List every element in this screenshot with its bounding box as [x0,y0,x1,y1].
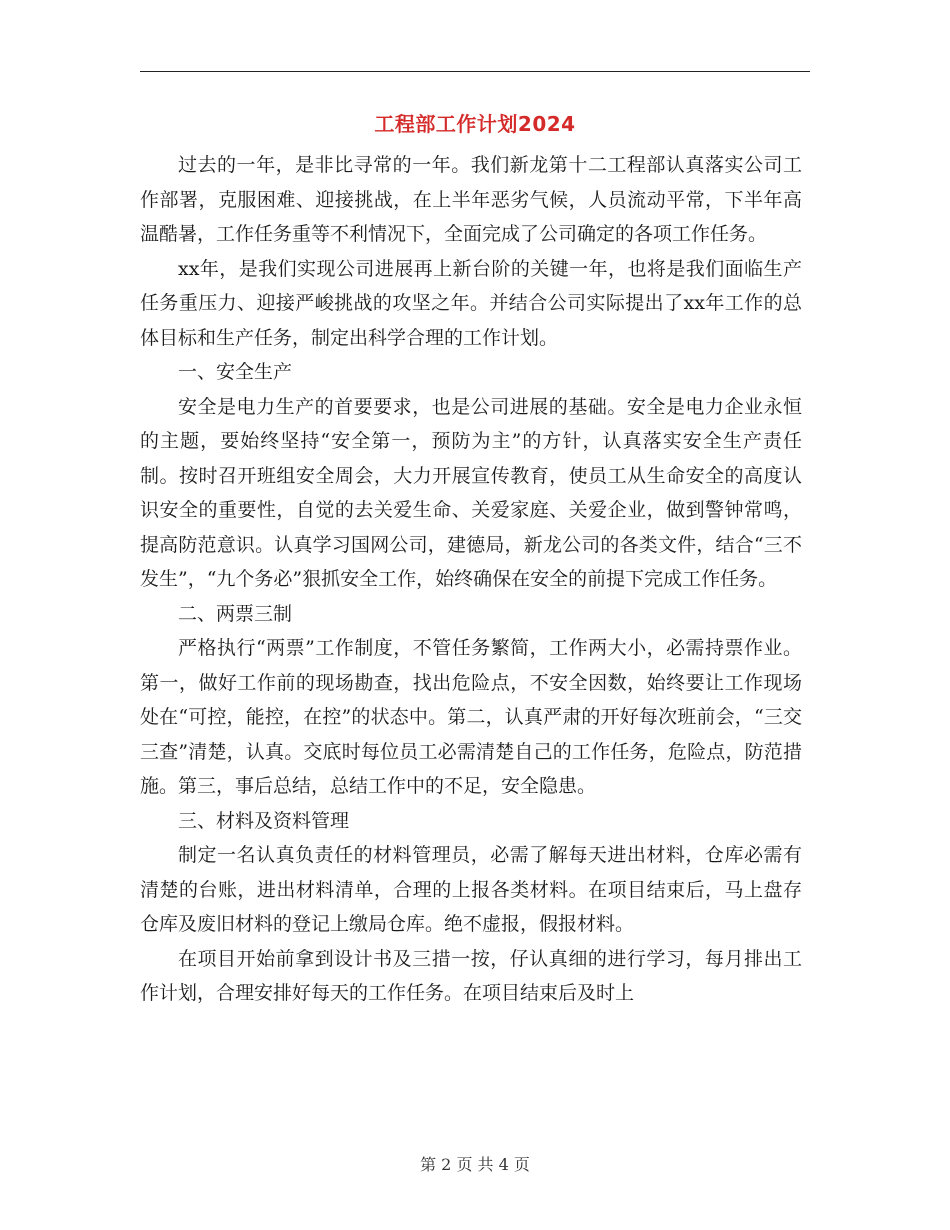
safety-paragraph: 安全是电力生产的首要要求，也是公司进展的基础。安全是电力企业永恒的主题，要始终坚持“安全第一，预防为主”的方针，认真落实安全生产责任制。按时召开班组安全周会，大力开展宣传教育，使员工从生命安全的高度认识安全的重要性，自觉的去关爱生命、关爱家庭、关爱企业，做到警钟常鸣，提高防范意识。认真学习国网公司，建德局，新龙公司的各类文件，结合“三不发生”，“九个务必”狠抓安全工作，始终确保在安全的前提下完成工作任务。 [140,395,802,590]
header-rule [140,71,810,72]
page-number: 第 2 页 共 4 页 [420,1155,530,1174]
materials-paragraph: 制定一名认真负责任的材料管理员，必需了解每天进出材料，仓库必需有清楚的台账，进出材料清单，合理的上报各类材料。在项目结束后，马上盘存仓库及废旧材料的登记上缴局仓库。绝不虚报，假报材料。 [140,844,802,935]
goals-paragraph: xx年，是我们实现公司进展再上新台阶的关键一年，也将是我们面临生产任务重压力、迎接严峻挑战的攻坚之年。并结合公司实际提出了xx年工作的总体目标和生产任务，制定出科学合理的工作计划。 [140,257,802,349]
document-body [140,148,802,1011]
work-tickets-paragraph: 严格执行“两票”工作制度，不管任务繁简，工作两大小，必需持票作业。第一，做好工作前的现场勘查，找出危险点，不安全因数，始终要让工作现场处在“可控，能控，在控”的状态中。第二，认真严肃的开好每次班前会，“三交三查”清楚，认真。交底时每位员工必需清楚自己的工作任务，危险点，防范措施。第三，事后总结，总结工作中的不足，安全隐患。 [140,637,802,797]
planning-paragraph: 在项目开始前拿到设计书及三措一按，仔认真细的进行学习，每月排出工作计划，合理安排好每天的工作任务。在项目结束后及时上 [140,947,802,1004]
document-title: 工程部工作计划2024 [374,112,576,136]
section-heading-work-tickets: 二、两票三制 [178,602,293,625]
section-heading-safety: 一、安全生产 [178,361,293,383]
intro-paragraph: 过去的一年，是非比寻常的一年。我们新龙第十二工程部认真落实公司工作部署，克服困难、迎接挑战，在上半年恶劣气候，人员流动平常，下半年高温酷暑，工作任务重等不利情况下，全面完成了公司确定的各项工作任务。 [140,154,802,245]
section-heading-materials: 三、材料及资料管理 [178,809,350,832]
